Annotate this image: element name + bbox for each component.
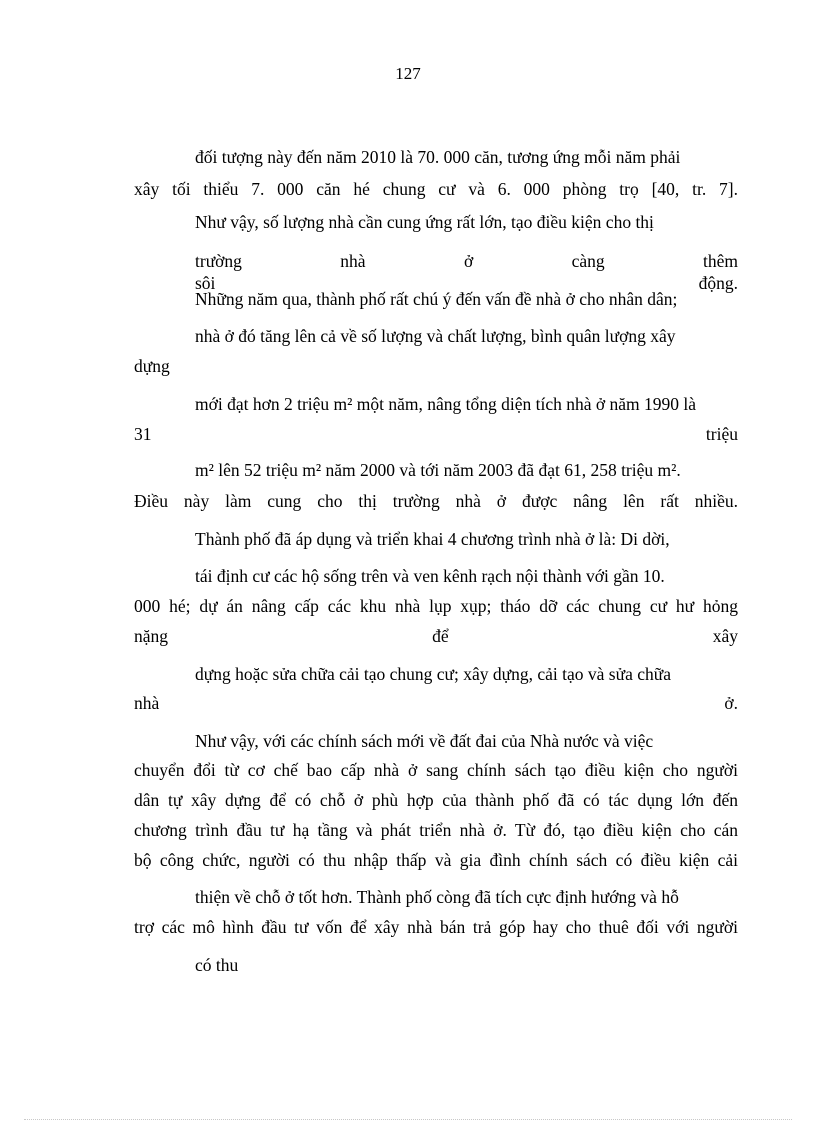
text-line: đối tượng này đến năm 2010 là 70. 000 căn, tương ứng mỗi năm phải [195, 147, 681, 167]
text-line: trường nhà ở càng thêm sôi động. [195, 251, 738, 293]
text-line: m² lên 52 triệu m² năm 2000 và tới năm 2003 đã đạt 61, 258 triệu m². [195, 460, 681, 480]
text-line: Như vậy, với các chính sách mới về đất đai của Nhà nước và việc [195, 731, 654, 751]
text-line: thiện về chỗ ở tốt hơn. Thành phố còng đã tích cực định hướng và hỗ [195, 887, 679, 907]
text-line: nhà ở đó tăng lên cả về số lượng và chất lượng, bình quân lượng xây [195, 326, 676, 346]
text-line: 000 hé; dự án nâng cấp các khu nhà lụp xụp; tháo dỡ các chung cư hư hỏng [134, 596, 738, 616]
text-line: tái định cư các hộ sống trên và ven kênh rạch nội thành với gần 10. [195, 566, 665, 586]
text-line: chương trình đầu tư hạ tầng và phát triển nhà ở. Từ đó, tạo điều kiện cho cán [134, 820, 738, 840]
text-line: Những năm qua, thành phố rất chú ý đến vấn đề nhà ở cho nhân dân; [195, 289, 678, 309]
text-line: xây tối thiểu 7. 000 căn hé chung cư và 6. 000 phòng trọ [40, tr. 7]. [134, 179, 738, 199]
text-line: nặng để xây [134, 626, 738, 646]
text-line: dựng [134, 356, 170, 376]
text-line: 31 triệu [134, 424, 738, 444]
text-line: dân tự xây dựng để có chỗ ở phù hợp của thành phố đã có tác dụng lớn đến [134, 790, 738, 810]
text-line: mới đạt hơn 2 triệu m² một năm, nâng tổng diện tích nhà ở năm 1990 là [195, 394, 697, 414]
page-bottom-border [24, 1119, 792, 1120]
text-line: Điều này làm cung cho thị trường nhà ở được nâng lên rất nhiều. [134, 491, 738, 511]
text-line: Như vậy, số lượng nhà cần cung ứng rất lớn, tạo điều kiện cho thị [195, 212, 654, 232]
text-line: Thành phố đã áp dụng và triển khai 4 chương trình nhà ở là: Di dời, [195, 529, 670, 549]
text-line: có thu [195, 955, 239, 975]
text-line: trợ các mô hình đầu tư vốn để xây nhà bán trả góp hay cho thuê đối với người [134, 917, 738, 937]
text-line: chuyển đổi từ cơ chế bao cấp nhà ở sang chính sách tạo điều kiện cho người [134, 760, 738, 780]
text-line: dựng hoặc sửa chữa cải tạo chung cư; xây dựng, cải tạo và sửa chữa [195, 664, 672, 684]
page-number: 127 [395, 64, 421, 83]
text-line: bộ công chức, người có thu nhập thấp và gia đình chính sách có điều kiện cải [134, 850, 738, 870]
text-line: nhà ở. [134, 693, 738, 713]
